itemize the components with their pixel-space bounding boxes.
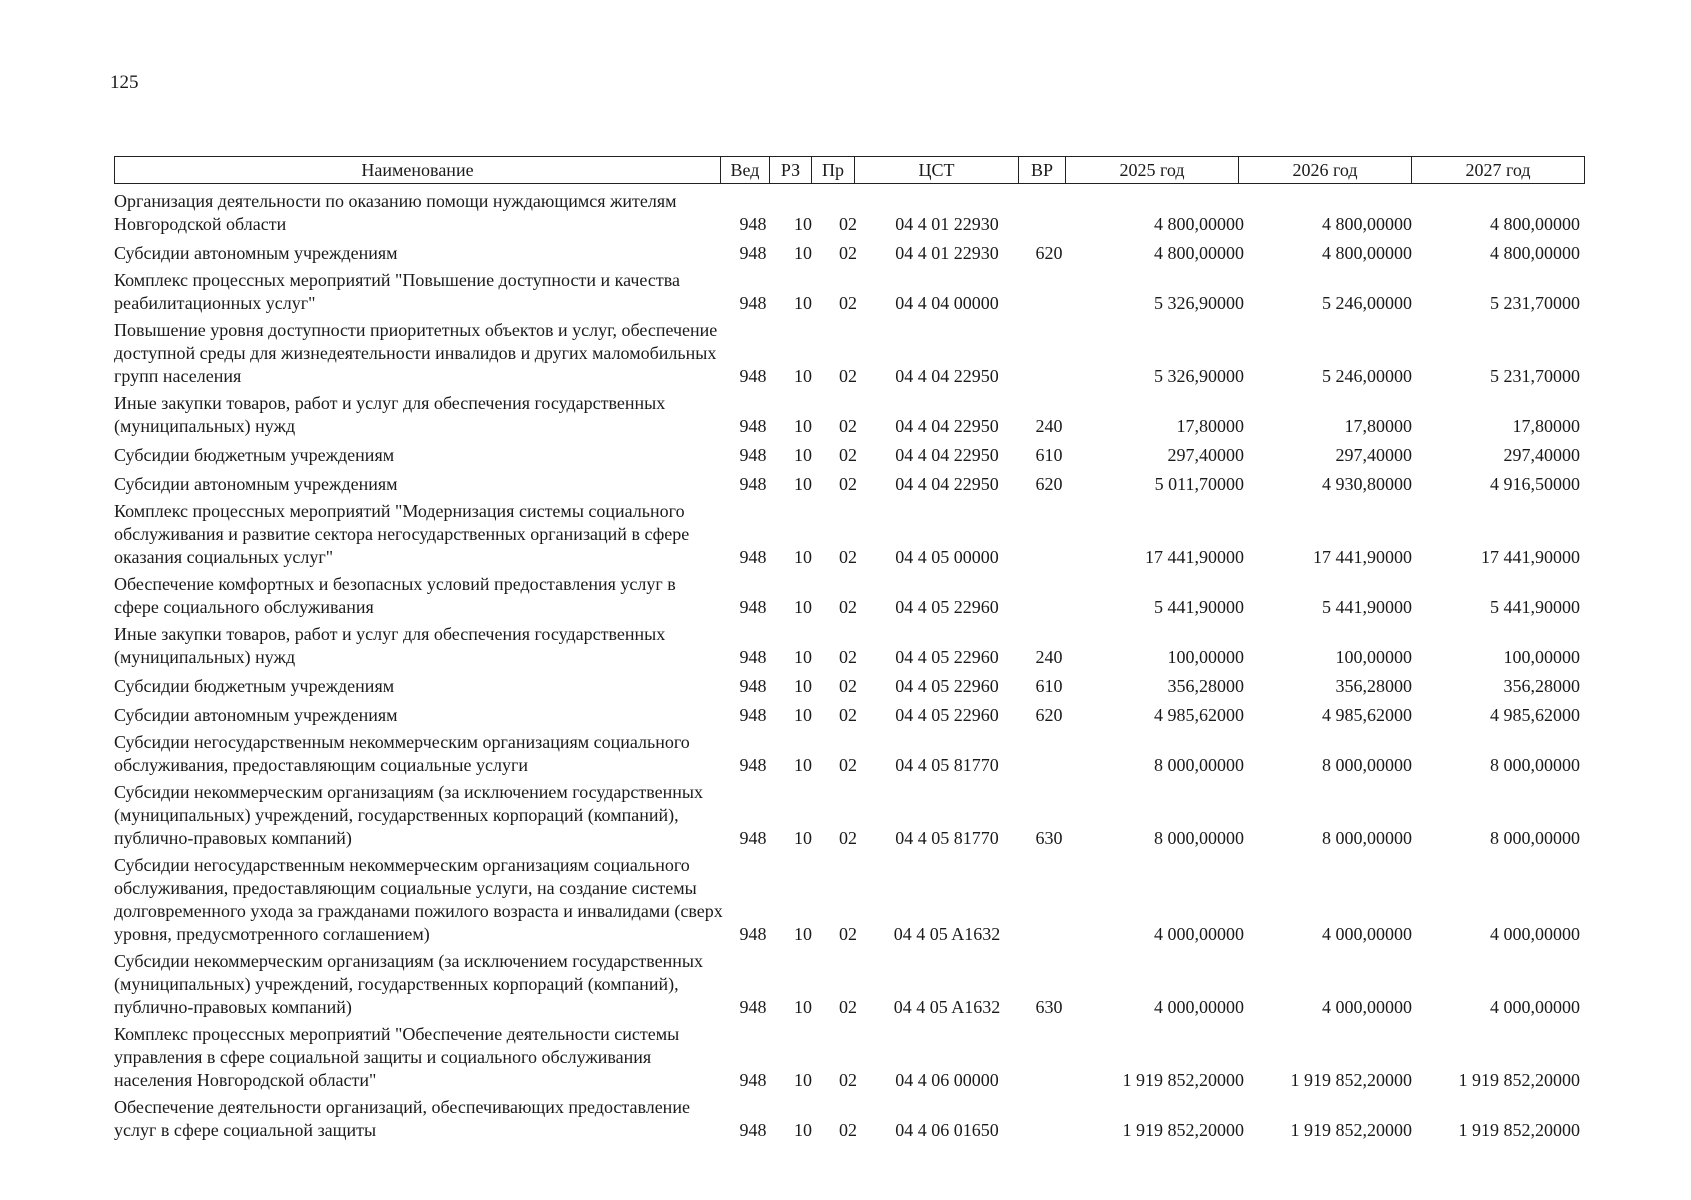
row-rz: 10	[794, 547, 812, 567]
row-vr: 620	[1035, 474, 1063, 494]
row-name: Субсидии некоммерческим организациям (за исключением государственных (муниципальных) учреждений, государственных корпораций (компаний), публично-правовых компаний)	[114, 951, 704, 1017]
row-name: Субсидии автономным учреждениям	[114, 243, 398, 263]
row-2026: 356,28000	[1335, 676, 1412, 696]
row-ved: 948	[739, 243, 767, 263]
row-rz: 10	[794, 474, 812, 494]
row-rz: 10	[794, 924, 812, 944]
table-row	[114, 190, 1589, 240]
header-rz: РЗ	[770, 157, 812, 184]
table-row	[114, 500, 1589, 573]
row-vr: 620	[1035, 243, 1063, 263]
row-rz: 10	[794, 997, 812, 1017]
header-2026: 2026 год	[1239, 157, 1412, 184]
header-name: Наименование	[115, 157, 721, 184]
row-2025: 1 919 852,20000	[1122, 1120, 1244, 1140]
row-vr: 630	[1035, 828, 1063, 848]
page-number: 125	[110, 72, 139, 93]
table-row	[114, 854, 1589, 950]
table-header	[114, 156, 1585, 184]
row-ved: 948	[739, 597, 767, 617]
row-cst: 04 4 05 22960	[895, 597, 999, 617]
row-name: Иные закупки товаров, работ и услуг для обеспечения государственных (муниципальных) нужд	[114, 624, 666, 667]
header-pr: Пр	[812, 157, 855, 184]
row-cst: 04 4 05 81770	[895, 755, 999, 775]
row-ved: 948	[739, 445, 767, 465]
header-2025: 2025 год	[1066, 157, 1239, 184]
row-rz: 10	[794, 676, 812, 696]
row-name: Субсидии автономным учреждениям	[114, 474, 398, 494]
row-vr: 240	[1035, 416, 1063, 436]
row-2025: 5 326,90000	[1154, 293, 1244, 313]
row-pr: 02	[839, 474, 857, 494]
row-pr: 02	[839, 597, 857, 617]
table-row	[114, 1096, 1589, 1146]
row-2027: 17 441,90000	[1481, 547, 1580, 567]
row-cst: 04 4 04 00000	[895, 293, 999, 313]
row-rz: 10	[794, 416, 812, 436]
table-row	[114, 392, 1589, 442]
row-cst: 04 4 05 22960	[895, 647, 999, 667]
row-2027: 4 985,62000	[1490, 705, 1580, 725]
row-cst: 04 4 01 22930	[895, 243, 999, 263]
row-pr: 02	[839, 924, 857, 944]
row-name: Повышение уровня доступности приоритетных объектов и услуг, обеспечение доступной среды для жизнедеятельности инвалидов и других маломобильных групп населения	[114, 320, 718, 386]
row-name: Субсидии негосударственным некоммерческим организациям социального обслуживания, предоставляющим социальные услуги, на создание системы долговременного ухода за гражданами пожилого возраста и инвалидами (сверх уровня, предусмотренного соглашением)	[114, 855, 723, 944]
table-row	[114, 673, 1589, 702]
row-2025: 8 000,00000	[1154, 828, 1244, 848]
row-ved: 948	[739, 366, 767, 386]
row-pr: 02	[839, 214, 857, 234]
row-2027: 17,80000	[1512, 416, 1580, 436]
row-name: Организация деятельности по оказанию помощи нуждающимся жителям Новгородской области	[114, 191, 677, 234]
row-cst: 04 4 05 A1632	[893, 997, 1001, 1017]
row-pr: 02	[839, 243, 857, 263]
row-ved: 948	[739, 1070, 767, 1090]
row-2027: 297,40000	[1503, 445, 1580, 465]
row-ved: 948	[739, 214, 767, 234]
row-pr: 02	[839, 705, 857, 725]
row-vr: 240	[1035, 647, 1063, 667]
row-name: Субсидии негосударственным некоммерческим организациям социального обслуживания, предоставляющим социальные услуги	[114, 732, 690, 775]
row-2027: 4 000,00000	[1490, 924, 1580, 944]
row-rz: 10	[794, 755, 812, 775]
row-2027: 100,00000	[1503, 647, 1580, 667]
row-2026: 4 800,00000	[1322, 243, 1412, 263]
row-2027: 5 231,70000	[1490, 293, 1580, 313]
row-ved: 948	[739, 997, 767, 1017]
table-row	[114, 731, 1589, 781]
row-pr: 02	[839, 1120, 857, 1140]
header-ved: Вед	[721, 157, 770, 184]
row-ved: 948	[739, 676, 767, 696]
header-cst: ЦСТ	[855, 157, 1019, 184]
row-cst: 04 4 06 00000	[895, 1070, 999, 1090]
row-2026: 100,00000	[1335, 647, 1412, 667]
row-vr: 610	[1035, 676, 1063, 696]
header-2027: 2027 год	[1412, 157, 1585, 184]
row-pr: 02	[839, 445, 857, 465]
row-rz: 10	[794, 597, 812, 617]
row-rz: 10	[794, 828, 812, 848]
row-2026: 4 800,00000	[1322, 214, 1412, 234]
row-2025: 4 800,00000	[1154, 214, 1244, 234]
row-cst: 04 4 04 22950	[895, 445, 999, 465]
row-2025: 17,80000	[1176, 416, 1244, 436]
row-name: Субсидии некоммерческим организациям (за исключением государственных (муниципальных) учреждений, государственных корпораций (компаний), публично-правовых компаний)	[114, 782, 704, 848]
row-vr: 610	[1035, 445, 1063, 465]
row-2025: 4 985,62000	[1154, 705, 1244, 725]
row-name: Обеспечение комфортных и безопасных условий предоставления услуг в сфере социального обслуживания	[114, 574, 676, 617]
row-2027: 4 000,00000	[1490, 997, 1580, 1017]
row-vr: 620	[1035, 705, 1063, 725]
row-rz: 10	[794, 214, 812, 234]
table-row	[114, 240, 1589, 269]
row-2026: 1 919 852,20000	[1290, 1120, 1412, 1140]
row-2026: 8 000,00000	[1322, 828, 1412, 848]
row-2025: 5 011,70000	[1154, 474, 1244, 494]
row-2025: 100,00000	[1167, 647, 1244, 667]
row-2027: 8 000,00000	[1490, 828, 1580, 848]
row-2025: 4 800,00000	[1154, 243, 1244, 263]
row-2025: 5 441,90000	[1154, 597, 1244, 617]
row-rz: 10	[794, 243, 812, 263]
row-ved: 948	[739, 828, 767, 848]
row-2026: 5 441,90000	[1322, 597, 1412, 617]
row-ved: 948	[739, 1120, 767, 1140]
row-2027: 5 441,90000	[1490, 597, 1580, 617]
table-row	[114, 471, 1589, 500]
row-pr: 02	[839, 366, 857, 386]
row-rz: 10	[794, 293, 812, 313]
row-rz: 10	[794, 705, 812, 725]
table-row	[114, 319, 1589, 392]
row-rz: 10	[794, 647, 812, 667]
row-name: Обеспечение деятельности организаций, обеспечивающих предоставление услуг в сфере социальной защиты	[114, 1097, 690, 1140]
row-2025: 4 000,00000	[1154, 997, 1244, 1017]
row-ved: 948	[739, 547, 767, 567]
row-2026: 4 985,62000	[1322, 705, 1412, 725]
row-ved: 948	[739, 474, 767, 494]
table-row	[114, 623, 1589, 673]
row-cst: 04 4 04 22950	[895, 474, 999, 494]
table-row	[114, 573, 1589, 623]
row-2027: 356,28000	[1503, 676, 1580, 696]
row-2026: 5 246,00000	[1322, 366, 1412, 386]
row-pr: 02	[839, 1070, 857, 1090]
row-name: Субсидии бюджетным учреждениям	[114, 676, 395, 696]
row-cst: 04 4 05 00000	[895, 547, 999, 567]
row-2027: 4 916,50000	[1490, 474, 1580, 494]
row-2027: 1 919 852,20000	[1458, 1070, 1580, 1090]
row-cst: 04 4 05 22960	[895, 705, 999, 725]
row-pr: 02	[839, 997, 857, 1017]
row-pr: 02	[839, 547, 857, 567]
row-name: Субсидии автономным учреждениям	[114, 705, 398, 725]
row-2026: 1 919 852,20000	[1290, 1070, 1412, 1090]
row-2027: 5 231,70000	[1490, 366, 1580, 386]
row-name: Комплекс процессных мероприятий "Модернизация системы социального обслуживания и развитие сектора негосударственных организаций в сфере оказания социальных услуг"	[114, 501, 690, 567]
row-pr: 02	[839, 828, 857, 848]
row-2027: 4 800,00000	[1490, 243, 1580, 263]
row-2026: 297,40000	[1335, 445, 1412, 465]
row-2025: 5 326,90000	[1154, 366, 1244, 386]
row-2025: 8 000,00000	[1154, 755, 1244, 775]
row-pr: 02	[839, 293, 857, 313]
row-2025: 356,28000	[1167, 676, 1244, 696]
header-vr: ВР	[1019, 157, 1066, 184]
table-row	[114, 950, 1589, 1023]
row-2027: 1 919 852,20000	[1458, 1120, 1580, 1140]
row-name: Комплекс процессных мероприятий "Повышение доступности и качества реабилитационных услуг"	[114, 270, 680, 313]
row-2025: 17 441,90000	[1145, 547, 1244, 567]
row-pr: 02	[839, 647, 857, 667]
row-pr: 02	[839, 676, 857, 696]
row-2025: 4 000,00000	[1154, 924, 1244, 944]
row-2025: 1 919 852,20000	[1122, 1070, 1244, 1090]
row-2027: 8 000,00000	[1490, 755, 1580, 775]
row-name: Иные закупки товаров, работ и услуг для обеспечения государственных (муниципальных) нужд	[114, 393, 666, 436]
row-2026: 4 000,00000	[1322, 997, 1412, 1017]
row-rz: 10	[794, 1070, 812, 1090]
row-cst: 04 4 05 81770	[895, 828, 999, 848]
row-ved: 948	[739, 924, 767, 944]
row-2026: 17,80000	[1344, 416, 1412, 436]
table-row	[114, 442, 1589, 471]
row-pr: 02	[839, 416, 857, 436]
row-cst: 04 4 04 22950	[895, 366, 999, 386]
row-2026: 17 441,90000	[1313, 547, 1412, 567]
row-vr: 630	[1035, 997, 1063, 1017]
table-row	[114, 1023, 1589, 1096]
row-cst: 04 4 01 22930	[895, 214, 999, 234]
row-ved: 948	[739, 705, 767, 725]
row-cst: 04 4 06 01650	[895, 1120, 999, 1140]
row-rz: 10	[794, 445, 812, 465]
row-2026: 4 000,00000	[1322, 924, 1412, 944]
row-cst: 04 4 04 22950	[895, 416, 999, 436]
row-name: Комплекс процессных мероприятий "Обеспечение деятельности системы управления в сфере социальной защиты и социального обслуживания населения Новгородской области"	[114, 1024, 680, 1090]
row-2026: 5 246,00000	[1322, 293, 1412, 313]
row-rz: 10	[794, 366, 812, 386]
row-cst: 04 4 05 22960	[895, 676, 999, 696]
row-2026: 4 930,80000	[1322, 474, 1412, 494]
table-row	[114, 269, 1589, 319]
row-2025: 297,40000	[1167, 445, 1244, 465]
table-body	[114, 190, 1589, 1146]
row-name: Субсидии бюджетным учреждениям	[114, 445, 395, 465]
row-2027: 4 800,00000	[1490, 214, 1580, 234]
row-ved: 948	[739, 647, 767, 667]
row-ved: 948	[739, 755, 767, 775]
row-ved: 948	[739, 293, 767, 313]
row-ved: 948	[739, 416, 767, 436]
row-cst: 04 4 05 A1632	[893, 924, 1001, 944]
row-2026: 8 000,00000	[1322, 755, 1412, 775]
row-pr: 02	[839, 755, 857, 775]
table-row	[114, 702, 1589, 731]
row-rz: 10	[794, 1120, 812, 1140]
table-row	[114, 781, 1589, 854]
